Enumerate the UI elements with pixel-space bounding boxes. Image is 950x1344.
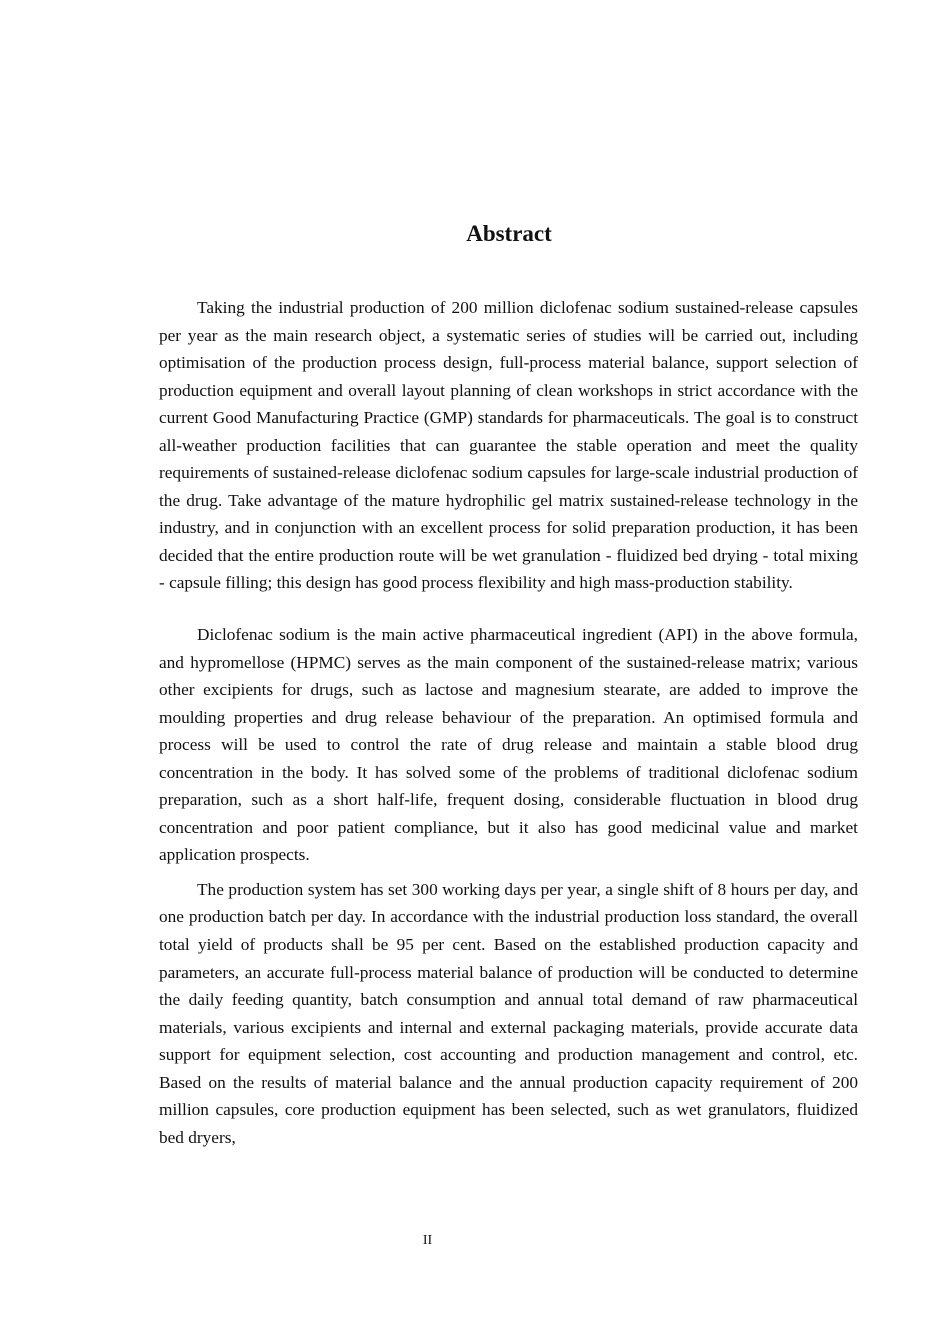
abstract-paragraph-1: Taking the industrial production of 200 million diclofenac sodium sustained-release capsules per year as the main research object, a systematic series of studies will be carried out, including optimisation of the production process design, full-process material balance, support selection of production equipment and overall layout planning of clean workshops in strict accordance with the current Good Manufacturing Practice (GMP) standards for pharmaceuticals. The goal is to construct all-weather production facilities that can guarantee the stable operation and meet the quality requirements of sustained-release diclofenac sodium capsules for large-scale industrial production of the drug. Take advantage of the mature hydrophilic gel matrix sustained-release technology in the industry, and in conjunction with an excellent process for solid preparation production, it has been decided that the entire production route will be wet granulation - fluidized bed drying - total mixing - capsule filling; this design has good process flexibility and high mass-production stability.	[159, 298, 858, 593]
abstract-paragraph-3: The production system has set 300 working days per year, a single shift of 8 hours per day, and one production batch per day. In accordance with the industrial production loss standard, the overall total yield of products shall be 95 per cent. Based on the established production capacity and parameters, an accurate full-process material balance of production will be conducted to determine the daily feeding quantity, batch consumption and annual total demand of raw pharmaceutical materials, various excipients and internal and external packaging materials, provide accurate data support for equipment selection, cost accounting and production management and control, etc. Based on the results of material balance and the annual production capacity requirement of 200 million capsules, core production equipment has been selected, such as wet granulators, fluidized bed dryers,	[159, 879, 858, 1147]
abstract-title: Abstract	[466, 221, 552, 246]
abstract-paragraph-2: Diclofenac sodium is the main active pharmaceutical ingredient (API) in the above formula, and hypromellose (HPMC) serves as the main component of the sustained-release matrix; various other excipients for drugs, such as lactose and magnesium stearate, are added to improve the moulding properties and drug release behaviour of the preparation. An optimised formula and process will be used to control the rate of drug release and maintain a stable blood drug concentration in the body. It has solved some of the problems of traditional diclofenac sodium preparation, such as a short half-life, frequent dosing, considerable fluctuation in blood drug concentration and poor patient compliance, but it also has good medicinal value and market application prospects.	[159, 625, 858, 865]
page-number: II	[422, 1233, 433, 1248]
abstract-body	[159, 294, 858, 1151]
